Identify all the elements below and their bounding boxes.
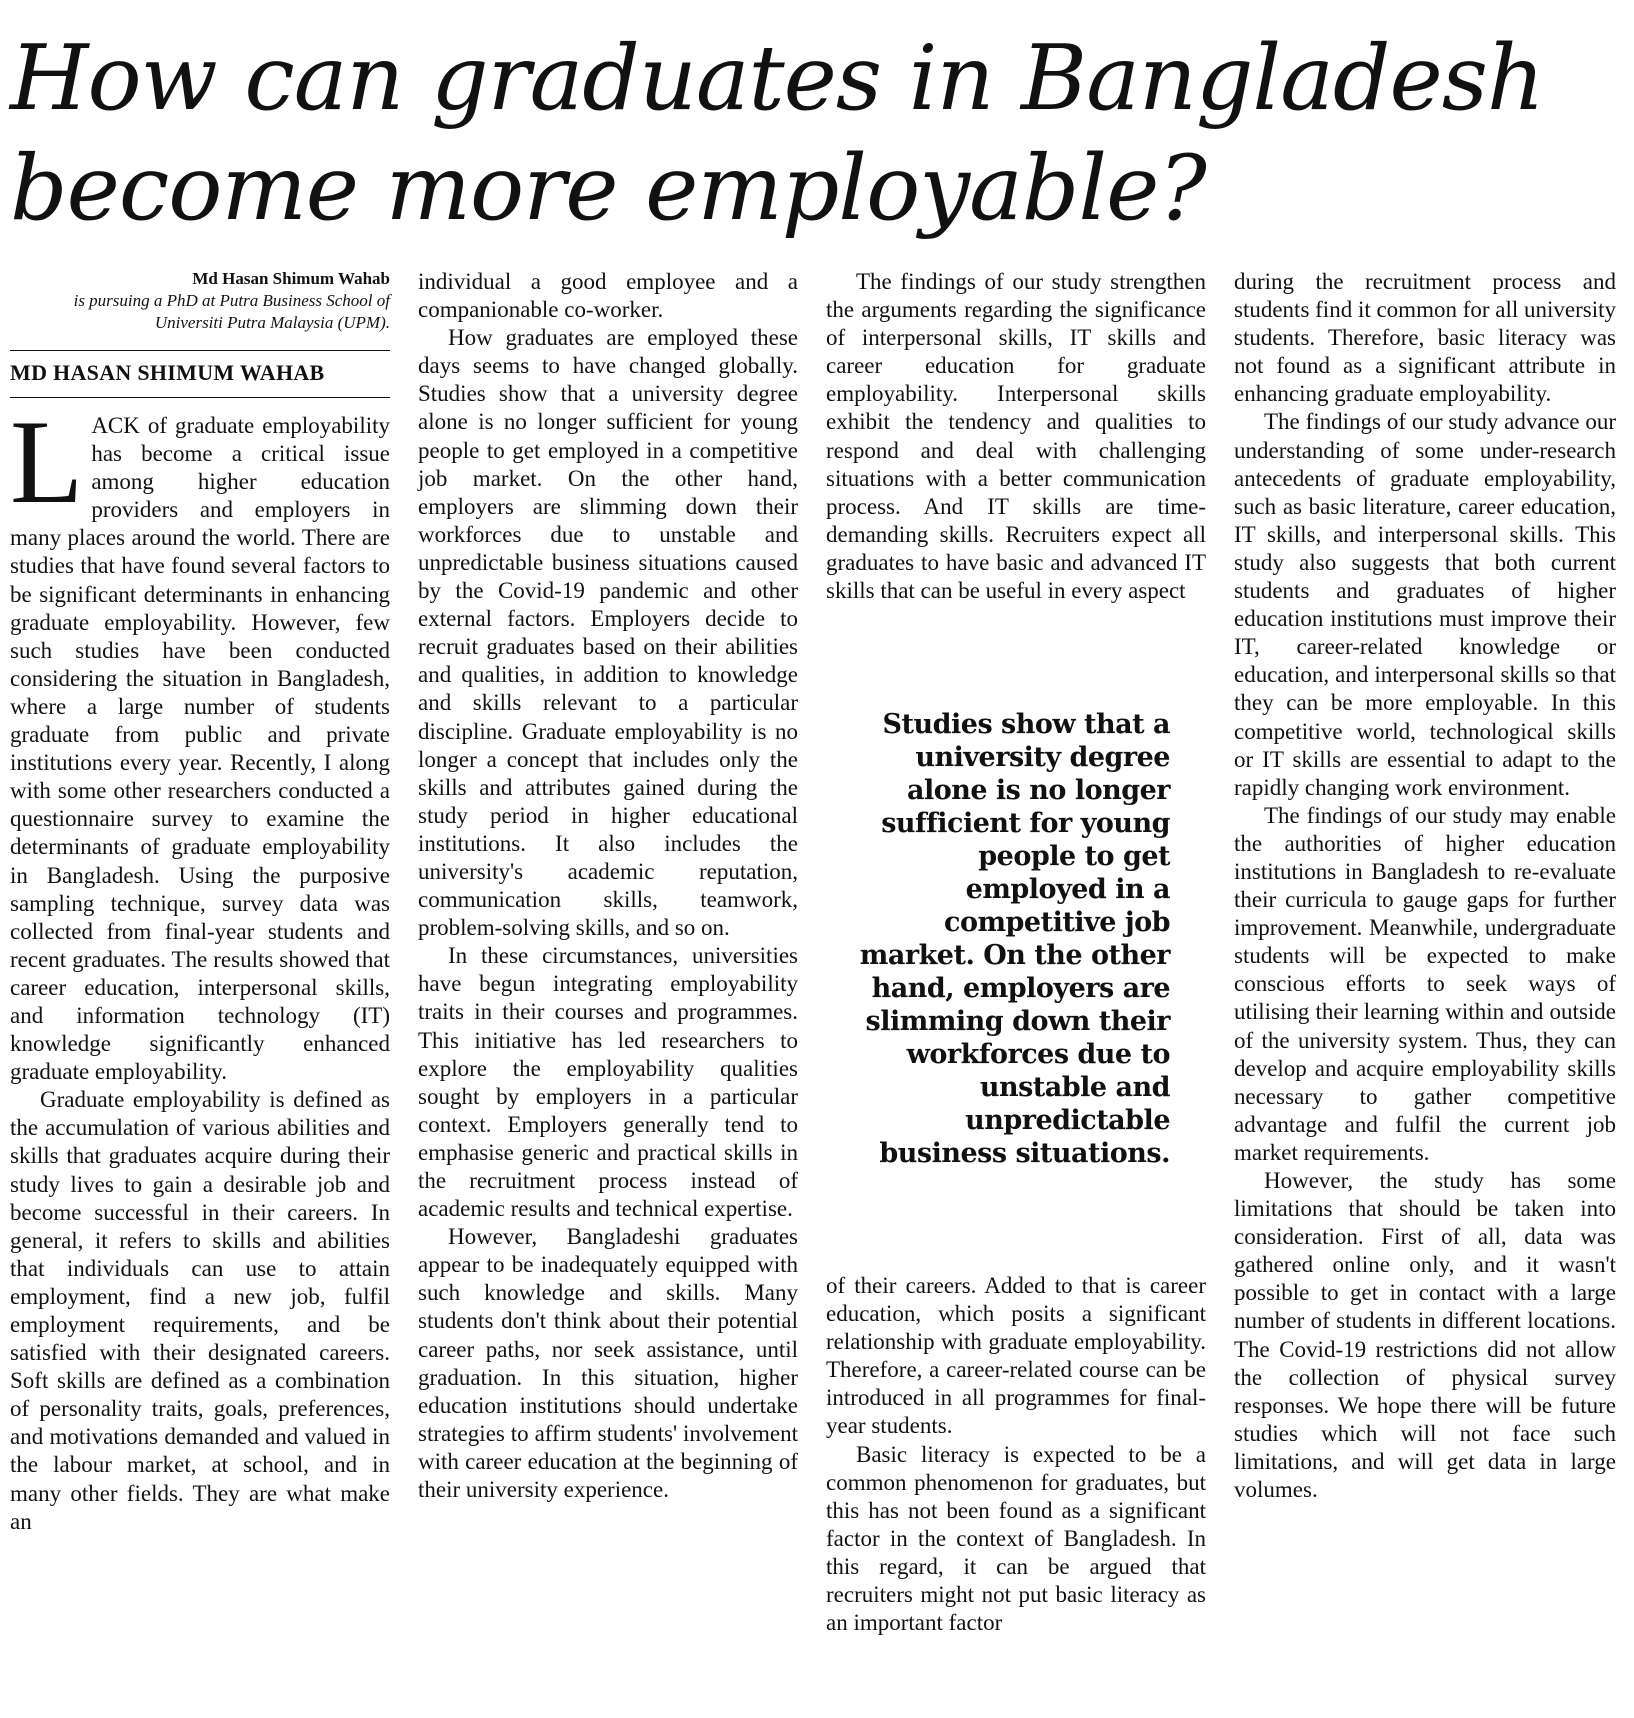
column-1: [10, 268, 390, 1536]
column-3: [826, 268, 1206, 605]
paragraph: of their careers. Added to that is career education, which posits a significant relationship with graduate employability. Therefore, a career-related course can be introduced in all programmes for final-year students.: [826, 1273, 1206, 1439]
byline: MD HASAN SHIMUM WAHAB: [10, 359, 390, 398]
paragraph: In these circumstances, universities have begun integrating employability traits in their courses and programmes. This initiative has led researchers to explore the employability qualities sought by employers in a particular context. Employers generally tend to emphasise generic and practical skills in the recruitment process instead of academic results and technical expertise.: [418, 943, 798, 1222]
paragraph: The findings of our study advance our understanding of some under-research antecedents of graduate employability, such as basic literature, career education, IT skills, and interpersonal skills. This study also suggests that both current students and graduates of higher education institutions must improve their IT, career-related knowledge or education, and interpersonal skills so that they can be more employable. In this competitive world, technological skills or IT skills are essential to adapt to the rapidly changing work environment.: [1234, 409, 1616, 800]
paragraph: Graduate employability is defined as the accumulation of various abilities and skills that graduates acquire during their study lives to gain a desirable job and become successful in their careers. In general, it refers to skills and abilities that individuals can use to attain employment, find a new job, fulfil employment requirements, and be satisfied with their designated careers. Soft skills are defined as a combination of personality traits, goals, preferences, and motivations demanded and valued in the labour market, at school, and in many other fields. They are what make an: [10, 1087, 390, 1534]
byline-rule: [10, 350, 390, 351]
paragraph: However, Bangladeshi graduates appear to be inadequately equipped with such knowledge and skills. Many students don't think about their potential career paths, nor seek assistance, until graduation. In this situation, higher education institutions should undertake strategies to affirm students' involvement with career education at the beginning of their university experience.: [418, 1224, 798, 1503]
drop-cap: L: [10, 395, 84, 528]
paragraph: However, the study has some limitations that should be taken into consideration. First of all, data was gathered online only, and it wasn't possible to get in contact with a large number of students in different locations. The Covid-19 restrictions did not allow the collection of physical survey responses. We hope there will be future studies which will not face such limitations, and will get data in large volumes.: [1234, 1168, 1616, 1503]
headline: How can graduates in Bangladesh become more employable?: [10, 26, 1544, 241]
paragraph: Basic literacy is expected to be a common phenomenon for graduates, but this has not been found as a significant factor in the context of Bangladesh. In this regard, it can be argued that recruiters might not put basic literacy as an important factor: [826, 1441, 1206, 1636]
paragraph: How graduates are employed these days seems to have changed globally. Studies show that a university degree alone is no longer sufficient for young people to get employed in a competitive job market. On the other hand, employers are slimming down their workforces due to unstable and unpredictable business situations caused by the Covid-19 pandemic and other external factors. Employers decide to recruit graduates based on their abilities and qualities, in addition to knowledge and skills relevant to a particular discipline. Graduate employability is no longer a concept that includes only the skills and attributes gained during the study period in higher educational institutions. It also includes the university's academic reputation, communication skills, teamwork, problem-solving skills, and so on.: [418, 325, 798, 941]
column-4: [1234, 268, 1616, 1504]
paragraph: The findings of our study may enable the authorities of higher education institutions in Bangladesh to re-evaluate their curricula to gauge gaps for further improvement. Meanwhile, undergraduate students will be expected to make conscious efforts to seek ways of utilising their learning within and outside of the university system. Thus, they can develop and acquire employability skills necessary to gather competitive advantage and fulfil the current job market requirements.: [1234, 802, 1616, 1165]
column-3-continued: [826, 1272, 1206, 1637]
paragraph: [10, 395, 390, 1086]
paragraph: individual a good employee and a companionable co-worker.: [418, 269, 798, 323]
author-note-name: Md Hasan Shimum Wahab: [192, 269, 390, 288]
paragraph-text: ACK of graduate employability has become a critical issue among higher education providers and employers in many places around the world. There are studies that have found several factors to be significant determinants in enhancing graduate employability. However, few such studies have been conducted considering the situation in Bangladesh, where a large number of students graduate from public and private institutions every year. Recently, I along with some other researchers conducted a questionnaire survey to examine the determinants of graduate employability in Bangladesh. Using the purposive sampling technique, survey data was collected from final-year students and recent graduates. The results showed that career education, interpersonal skills, and information technology (IT) knowledge significantly enhanced graduate employability.: [10, 413, 390, 1085]
column-2: [418, 268, 798, 1504]
author-note: [10, 268, 390, 334]
pull-quote: Studies show that a university degree alone is no longer sufficient for young people to get employed in a competitive job market. On the other hand, employers are slimming down their workforces due to unstable and unpredictable business situations.: [859, 709, 1170, 1169]
paragraph: The findings of our study strengthen the arguments regarding the significance of interpersonal skills, IT skills and career education for graduate employability. Interpersonal skills exhibit the tendency and qualities to respond and deal with challenging situations with a better communication process. And IT skills are time-demanding skills. Recruiters expect all graduates to have basic and advanced IT skills that can be useful in every aspect: [826, 269, 1206, 604]
author-note-description: is pursuing a PhD at Putra Business School of Universiti Putra Malaysia (UPM).: [73, 291, 390, 332]
paragraph: during the recruitment process and students find it common for all university students. Therefore, basic literacy was not found as a significant attribute in enhancing graduate employability.: [1234, 269, 1617, 407]
